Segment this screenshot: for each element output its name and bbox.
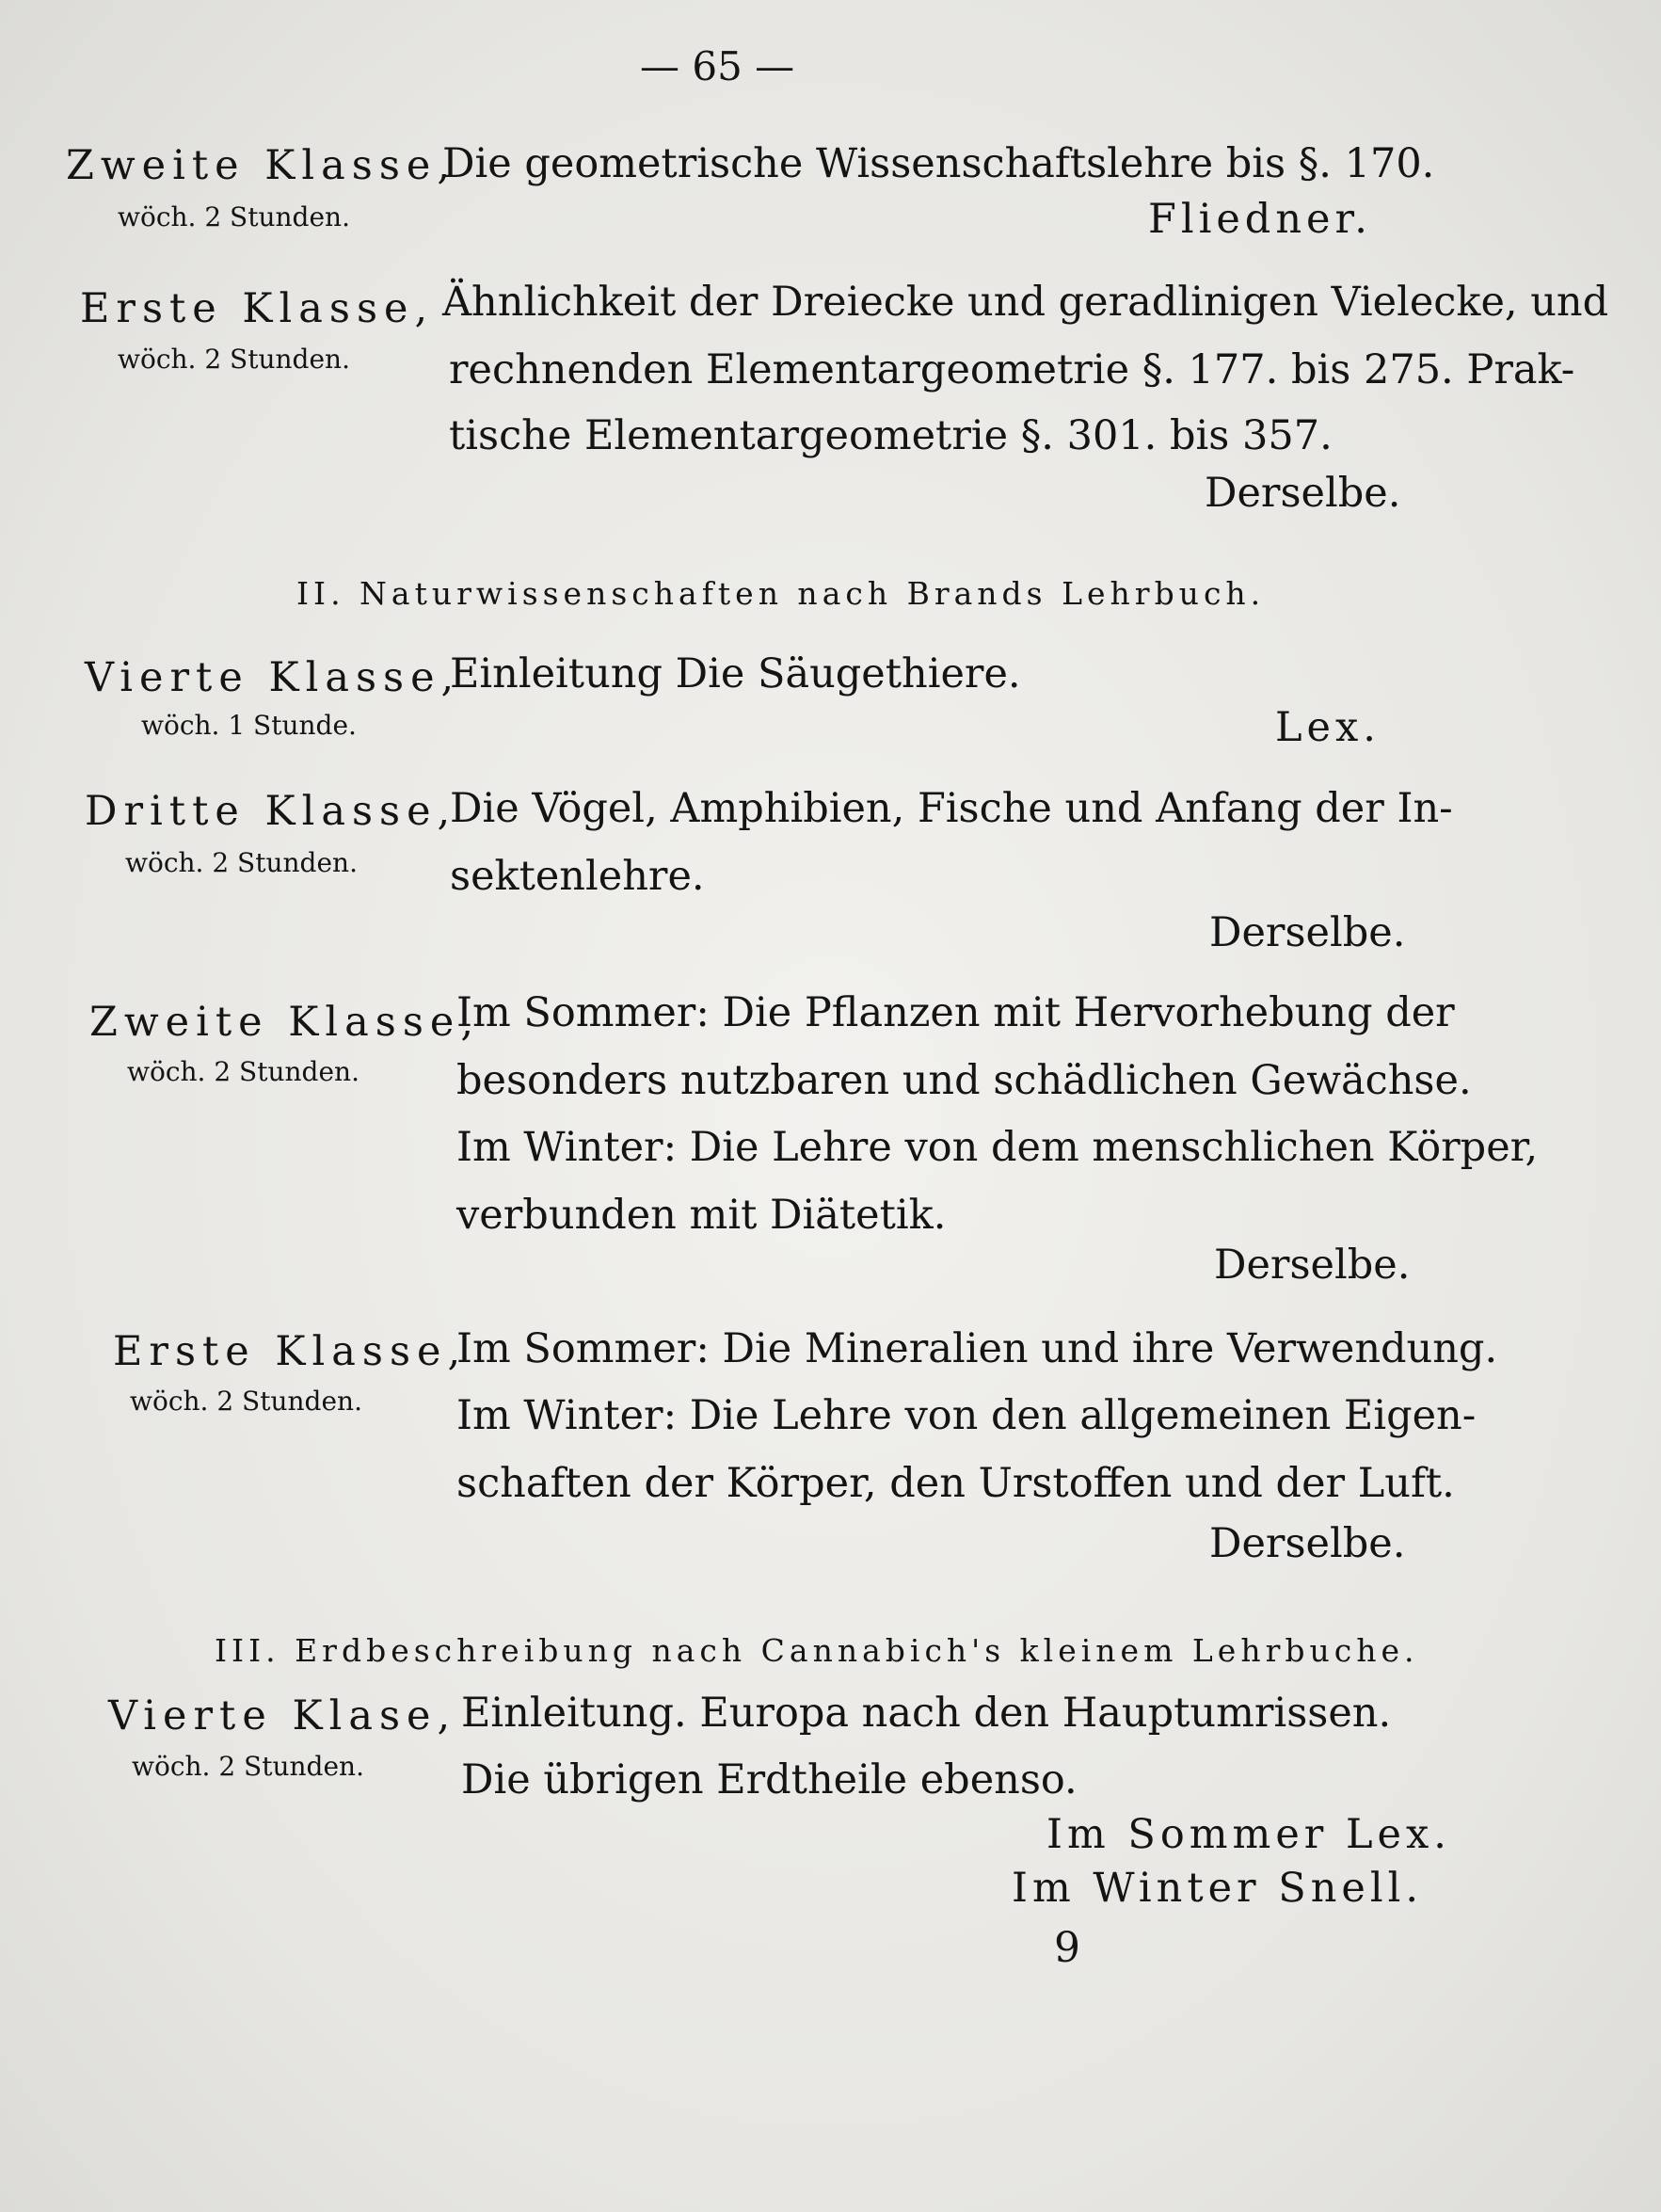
content-line: Ähnlichkeit der Dreiecke und geradlinigen Vielecke, und [442, 279, 1609, 326]
teacher-name: Fliedner. [1148, 196, 1372, 243]
teacher-name: Derselbe. [1209, 1520, 1406, 1567]
hours-label: wöch. 2 Stunden. [130, 1386, 362, 1417]
content-line: verbunden mit Diätetik. [456, 1192, 947, 1239]
page-number: — 65 — [640, 43, 795, 89]
content-line: tische Elementargeometrie §. 301. bis 357. [449, 412, 1333, 459]
signature-mark: 9 [1054, 1924, 1080, 1972]
class-label: Vierte Klase, [108, 1692, 457, 1739]
class-label: Zweite Klasse, [89, 999, 481, 1046]
class-label: Dritte Klasse, [85, 788, 457, 835]
content-line: Im Sommer: Die Pflanzen mit Hervorhebung der [456, 989, 1455, 1036]
hours-label: wöch. 2 Stunden. [118, 201, 350, 232]
class-label: Zweite Klasse, [66, 142, 457, 189]
content-line: Die übrigen Erdtheile ebenso. [461, 1756, 1078, 1803]
content-line: besonders nutzbaren und schädlichen Gewächse. [456, 1057, 1472, 1104]
teacher-name: Derselbe. [1214, 1242, 1411, 1289]
hours-label: wöch. 2 Stunden. [132, 1751, 364, 1782]
teacher-name: Derselbe. [1209, 909, 1406, 956]
section-heading: III. Erdbeschreibung nach Cannabich's kleinem Lehrbuche. [215, 1632, 1419, 1669]
content-line: sektenlehre. [450, 853, 705, 900]
hours-label: wöch. 1 Stunde. [141, 710, 357, 741]
content-line: Im Winter: Die Lehre von den allgemeinen Eigen- [456, 1392, 1477, 1439]
content-line: Einleitung Die Säugethiere. [450, 650, 1021, 697]
teacher-name: Lex. [1275, 704, 1381, 751]
teacher-name: Derselbe. [1205, 470, 1401, 517]
content-line: Die geometrische Wissenschaftslehre bis §. 170. [442, 140, 1435, 187]
content-line: schaften der Körper, den Urstoffen und der Luft. [456, 1460, 1455, 1507]
teacher-name: Im Sommer Lex. [1046, 1811, 1451, 1858]
hours-label: wöch. 2 Stunden. [125, 847, 358, 878]
hours-label: wöch. 2 Stunden. [118, 344, 350, 375]
class-label: Erste Klasse, [80, 285, 435, 332]
content-line: Im Sommer: Die Mineralien und ihre Verwendung. [456, 1325, 1498, 1372]
content-line: Die Vögel, Amphibien, Fische und Anfang der In- [450, 785, 1453, 832]
section-heading: II. Naturwissenschaften nach Brands Lehrbuch. [296, 575, 1266, 612]
content-line: Im Winter: Die Lehre von dem menschlichen Körper, [456, 1124, 1539, 1171]
content-line: rechnenden Elementargeometrie §. 177. bis 275. Prak- [449, 346, 1575, 393]
content-line: Einleitung. Europa nach den Hauptumrissen. [461, 1690, 1392, 1737]
class-label: Erste Klasse, [113, 1328, 468, 1375]
teacher-name: Im Winter Snell. [1012, 1865, 1424, 1912]
class-label: Vierte Klasse, [85, 654, 461, 701]
hours-label: wöch. 2 Stunden. [127, 1056, 359, 1087]
